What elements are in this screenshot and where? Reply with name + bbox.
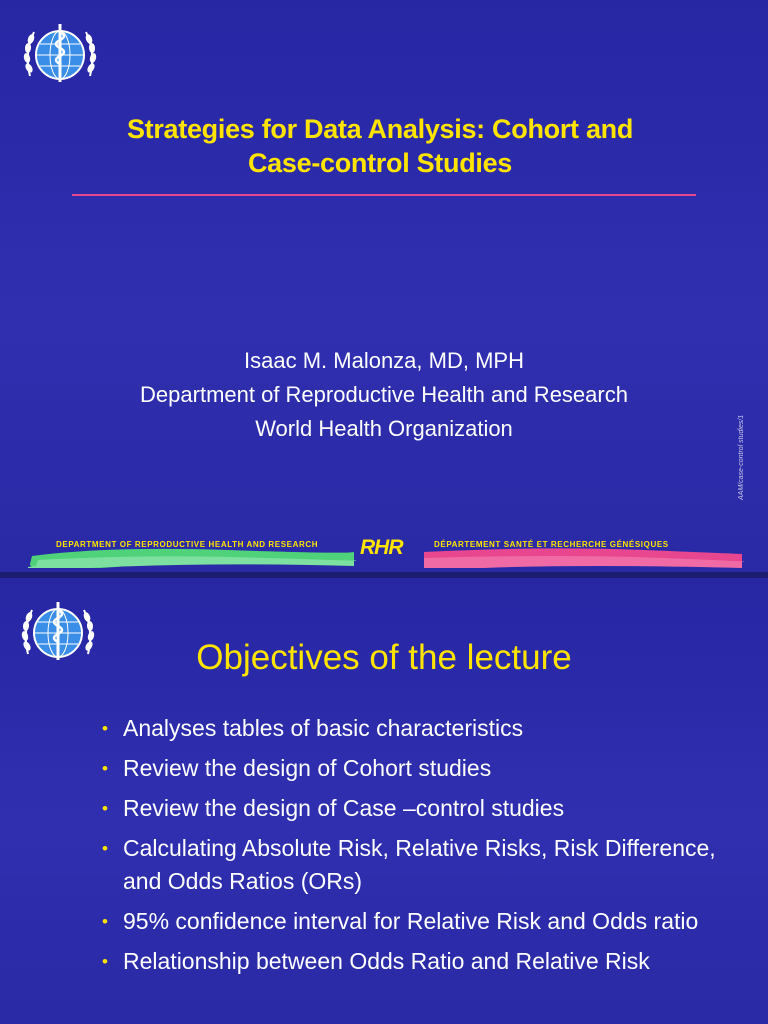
author-organization: World Health Organization [255, 416, 513, 441]
footer-left-text: DEPARTMENT OF REPRODUCTIVE HEALTH AND RESEARCH [56, 540, 319, 549]
title-underline [72, 194, 696, 196]
objectives-list [100, 712, 740, 985]
list-item [100, 945, 740, 978]
list-item [100, 712, 740, 745]
author-department: Department of Reproductive Health and Research [140, 382, 628, 407]
list-item-text: Analyses tables of basic characteristics [123, 715, 524, 741]
list-item [100, 832, 740, 898]
slide-title [40, 112, 720, 180]
rhr-logo-mark: RHR [360, 536, 403, 559]
bullet-icon: • [102, 912, 108, 931]
who-emblem-icon [18, 596, 98, 666]
bullet-icon: • [102, 952, 108, 971]
list-item-text: Review the design of Cohort studies [123, 755, 492, 781]
list-item [100, 792, 740, 825]
list-item-text: Review the design of Case –control studies [123, 795, 565, 821]
list-item-text: Calculating Absolute Risk, Relative Risks, Risk Difference, and Odds Ratios (ORs) [123, 835, 716, 894]
slide-title-line-1: Strategies for Data Analysis: Cohort and [126, 114, 634, 144]
list-item-text: Relationship between Odds Ratio and Relative Risk [123, 948, 650, 974]
list-item-text: 95% confidence interval for Relative Risk and Odds ratio [123, 908, 699, 934]
footer-banner [28, 536, 744, 566]
bullet-icon: • [102, 799, 108, 818]
slide-title-line-2: Case-control Studies [247, 148, 513, 178]
author-name: Isaac M. Malonza, MD, MPH [244, 348, 524, 373]
bullet-icon: • [102, 719, 108, 738]
author-block [30, 344, 738, 446]
side-note: AAM/case-control studies/1 [738, 414, 745, 500]
bullet-icon: • [102, 759, 108, 778]
bullet-icon: • [102, 839, 108, 858]
objectives-slide [0, 578, 768, 1024]
slide-title: Objectives of the lecture [196, 638, 572, 677]
list-item [100, 752, 740, 785]
list-item [100, 905, 740, 938]
footer-right-text: DÉPARTEMENT SANTÉ ET RECHERCHE GÉNÉSIQUES [434, 540, 669, 549]
who-emblem-icon [20, 18, 100, 88]
